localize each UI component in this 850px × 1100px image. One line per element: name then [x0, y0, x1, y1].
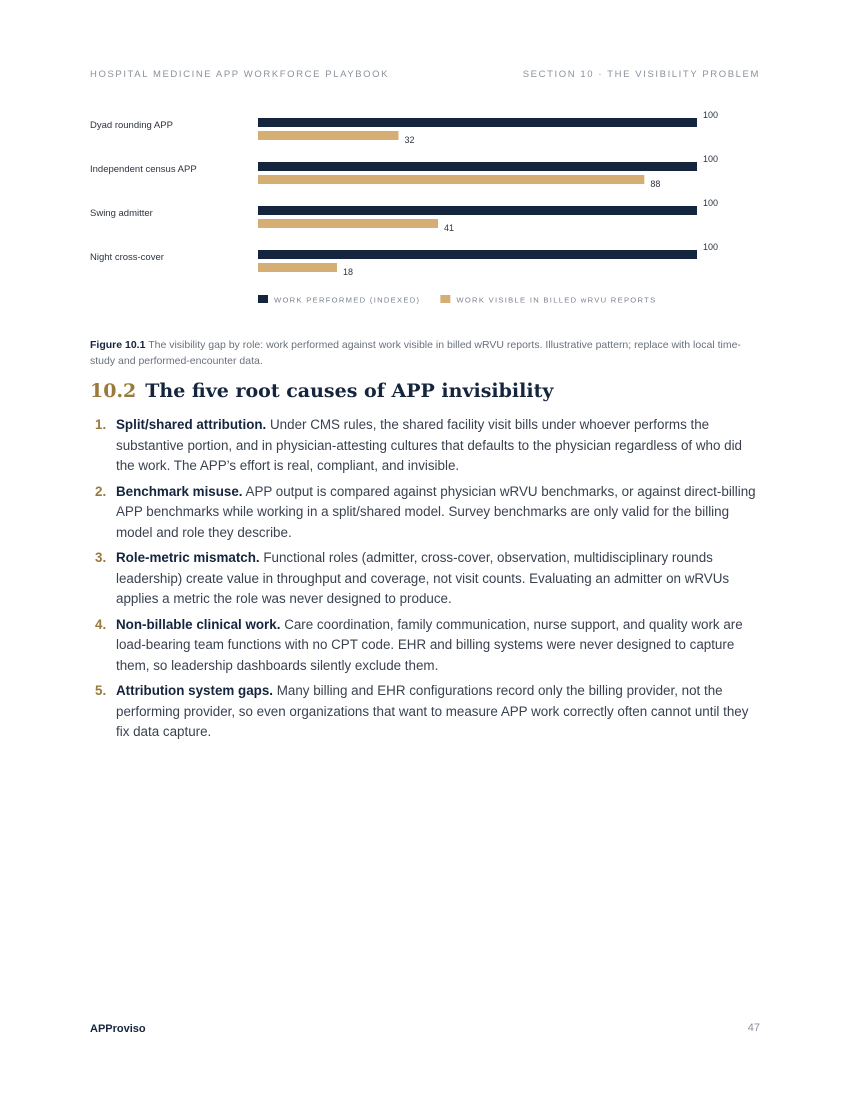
list-item-term: Benchmark misuse.: [116, 483, 243, 499]
bar: [258, 162, 697, 171]
legend-label: WORK VISIBLE IN BILLED wRVU REPORTS: [456, 295, 657, 305]
data-label: 32: [404, 135, 415, 145]
running-header: [90, 69, 760, 80]
list-item-number: 2.: [95, 483, 107, 499]
root-causes-list: [90, 415, 762, 748]
category-label: Independent census APP: [90, 164, 197, 175]
bar: [258, 250, 697, 259]
list-item-number: 4.: [95, 616, 107, 632]
list-item-text: Functional roles (admitter, cross-cover, observation, multidisciplinary rounds leadership) create value in throughput and coverage, not visit counts. Evaluating an admitter on wRVUs applies a metric the role was never designed to produce.: [116, 550, 730, 606]
page-number: 47: [747, 1022, 760, 1034]
bar: [258, 263, 337, 272]
bar: [258, 219, 438, 228]
section-number: 10.2: [90, 380, 137, 402]
list-item-text: Many billing and EHR configurations record only the billing provider, not the performing provider, so even organizations that want to measure APP work correctly often cannot until they fix data capture.: [116, 683, 749, 739]
footer-brand: APProviso: [90, 1023, 146, 1035]
data-label: 100: [703, 154, 719, 164]
data-label: 100: [703, 198, 719, 208]
list-item-number: 3.: [95, 550, 107, 565]
legend-label: WORK PERFORMED (INDEXED): [274, 295, 421, 305]
list-item: [90, 681, 762, 743]
bar: [258, 175, 644, 184]
bar: [258, 206, 697, 215]
list-item-text: Under CMS rules, the shared facility visit bills under whoever performs the substantive portion, and in physician-attesting cultures that defaults to the physician regardless of who did the work. The APP’s effort is real, compliant, and invisible.: [116, 417, 743, 473]
section-title: The five root causes of APP invisibility: [145, 380, 554, 402]
data-label: 88: [650, 179, 661, 189]
list-item-number: 5.: [95, 683, 107, 698]
list-item: [90, 615, 762, 677]
list-item-text: APP output is compared against physician wRVU benchmarks, or against direct-billing APP benchmarks while working in a split/shared model. Survey benchmarks are only valid for the billing model and role they describe.: [116, 483, 756, 540]
header-title: HOSPITAL MEDICINE APP WORKFORCE PLAYBOOK: [90, 69, 390, 80]
list-item: [90, 548, 762, 610]
data-label: 100: [703, 242, 719, 252]
list-item-number: 1.: [95, 417, 107, 432]
list-item-term: Non-billable clinical work.: [116, 616, 281, 632]
legend-swatch: [440, 295, 450, 303]
header-section: SECTION 10 · THE VISIBILITY PROBLEM: [522, 69, 760, 80]
category-label: Night cross-cover: [90, 252, 164, 263]
bar: [258, 131, 398, 140]
category-label: Swing admitter: [90, 208, 153, 219]
data-label: 100: [703, 110, 719, 120]
visibility-gap-bar-chart: [0, 110, 850, 315]
list-item-term: Role-metric mismatch.: [116, 550, 260, 565]
list-item: [90, 482, 762, 544]
list-item-term: Split/shared attribution.: [116, 417, 267, 432]
list-item-term: Attribution system gaps.: [116, 683, 273, 698]
list-item: [90, 415, 762, 477]
category-label: Dyad rounding APP: [90, 120, 173, 131]
list-item-text: Care coordination, family communication, nurse support, and quality work are load-bearing team functions with no CPT code. EHR and billing systems were never designed to capture them, so leadership dashboards silently exclude them.: [116, 616, 743, 673]
bar: [258, 118, 697, 127]
figure-caption: [90, 337, 760, 369]
data-label: 41: [443, 223, 455, 233]
section-heading: [90, 380, 553, 402]
legend-swatch: [258, 295, 268, 303]
data-label: 18: [343, 267, 354, 277]
figure-label: Figure 10.1: [90, 338, 146, 351]
figure-caption-text: The visibility gap by role: work performed against work visible in billed wRVU reports. Illustrative pattern; replace with local time-study and performed-encounter data.: [90, 338, 741, 367]
